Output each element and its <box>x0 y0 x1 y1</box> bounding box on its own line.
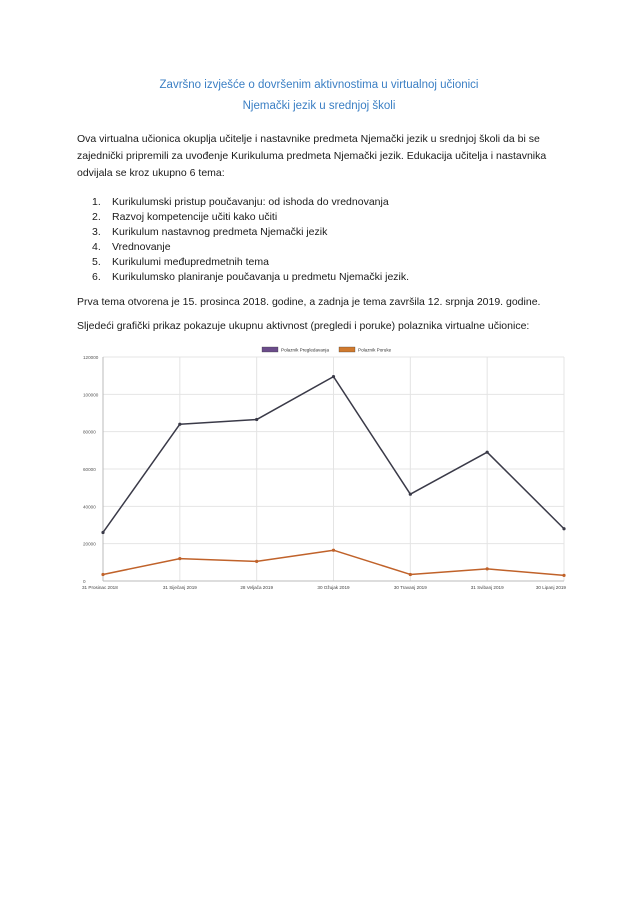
list-item <box>77 195 409 210</box>
list-item-text: Razvoj kompetencije učiti kako učiti <box>112 211 278 223</box>
data-point <box>409 573 412 576</box>
data-point <box>486 567 489 570</box>
report-subtitle: Njemački jezik u srednjoj školi <box>242 100 396 112</box>
x-tick-label: 31 Prosinac 2018 <box>82 585 118 590</box>
list-item <box>77 210 409 225</box>
y-tick-label: 100000 <box>83 392 99 398</box>
list-item-text: Kurikulumi međupredmetnih tema <box>112 256 269 268</box>
activity-line-chart <box>76 345 572 597</box>
list-item-number: 3. <box>92 226 101 238</box>
chart-intro-paragraph: Sljedeći grafički prikaz pokazuje ukupnu aktivnost (pregledi i poruke) polaznika virtualne učionice: <box>77 320 530 332</box>
list-item-number: 6. <box>92 271 101 283</box>
list-item-number: 1. <box>92 196 101 208</box>
data-point <box>332 375 335 378</box>
list-item <box>77 255 409 270</box>
list-item-text: Kurikulumsko planiranje poučavanja u predmetu Njemački jezik. <box>112 271 410 283</box>
data-point <box>562 527 565 530</box>
list-item-number: 4. <box>92 241 101 253</box>
data-point <box>178 557 181 560</box>
intro-paragraph: Ova virtualna učionica okuplja učitelje i nastavnike predmeta Njemački jezik u srednjoj školi da bi se zajednički pripremili za uvođenje Kurikuluma predmeta Njemački jezik. Edukacija učitelja i nastavnika odvijala se kroz ukupno 6 tema: <box>77 133 547 179</box>
list-item <box>77 225 409 240</box>
x-tick-label: 30 Travanj 2019 <box>393 585 427 590</box>
legend-label: Polaznik Poruke <box>358 347 392 353</box>
list-item-text: Kurikulumski pristup poučavanju: od ishoda do vrednovanja <box>112 196 389 208</box>
data-point <box>332 549 335 552</box>
dates-paragraph: Prva tema otvorena je 15. prosinca 2018. godine, a zadnja je tema završila 12. srpnja 2019. godine. <box>77 296 541 308</box>
x-tick-label: 30 Lipanj 2019 <box>535 585 566 590</box>
data-point <box>101 531 104 534</box>
y-tick-label: 60000 <box>83 467 96 472</box>
x-tick-label: 31 Siječanj 2019 <box>162 585 197 590</box>
legend-swatch <box>339 347 355 352</box>
x-tick-label: 31 Svibanj 2019 <box>470 585 504 590</box>
topic-list <box>77 195 409 285</box>
y-tick-label: 120000 <box>83 355 99 360</box>
y-tick-label: 40000 <box>83 504 96 510</box>
y-tick-label: 20000 <box>83 541 96 547</box>
y-tick-label: 0 <box>83 579 86 584</box>
legend-swatch <box>262 347 278 352</box>
y-tick-label: 80000 <box>83 429 96 435</box>
data-point <box>486 451 489 454</box>
list-item-number: 2. <box>92 211 101 223</box>
data-point <box>101 573 104 576</box>
data-point <box>409 493 412 496</box>
data-point <box>562 574 565 577</box>
list-item-text: Kurikulum nastavnog predmeta Njemački jezik <box>112 226 328 238</box>
data-point <box>255 560 258 563</box>
data-point <box>178 423 181 426</box>
legend-label: Polaznik Pregledavanja <box>281 347 330 353</box>
list-item <box>77 270 409 285</box>
list-item <box>77 240 409 255</box>
data-point <box>255 418 258 421</box>
report-title: Završno izvješće o dovršenim aktivnostima u virtualnoj učionici <box>159 79 479 91</box>
x-tick-label: 30 Ožujak 2019 <box>317 585 350 590</box>
list-item-number: 5. <box>92 256 101 268</box>
list-item-text: Vrednovanje <box>112 241 171 253</box>
x-tick-label: 28 Veljača 2019 <box>240 585 274 590</box>
